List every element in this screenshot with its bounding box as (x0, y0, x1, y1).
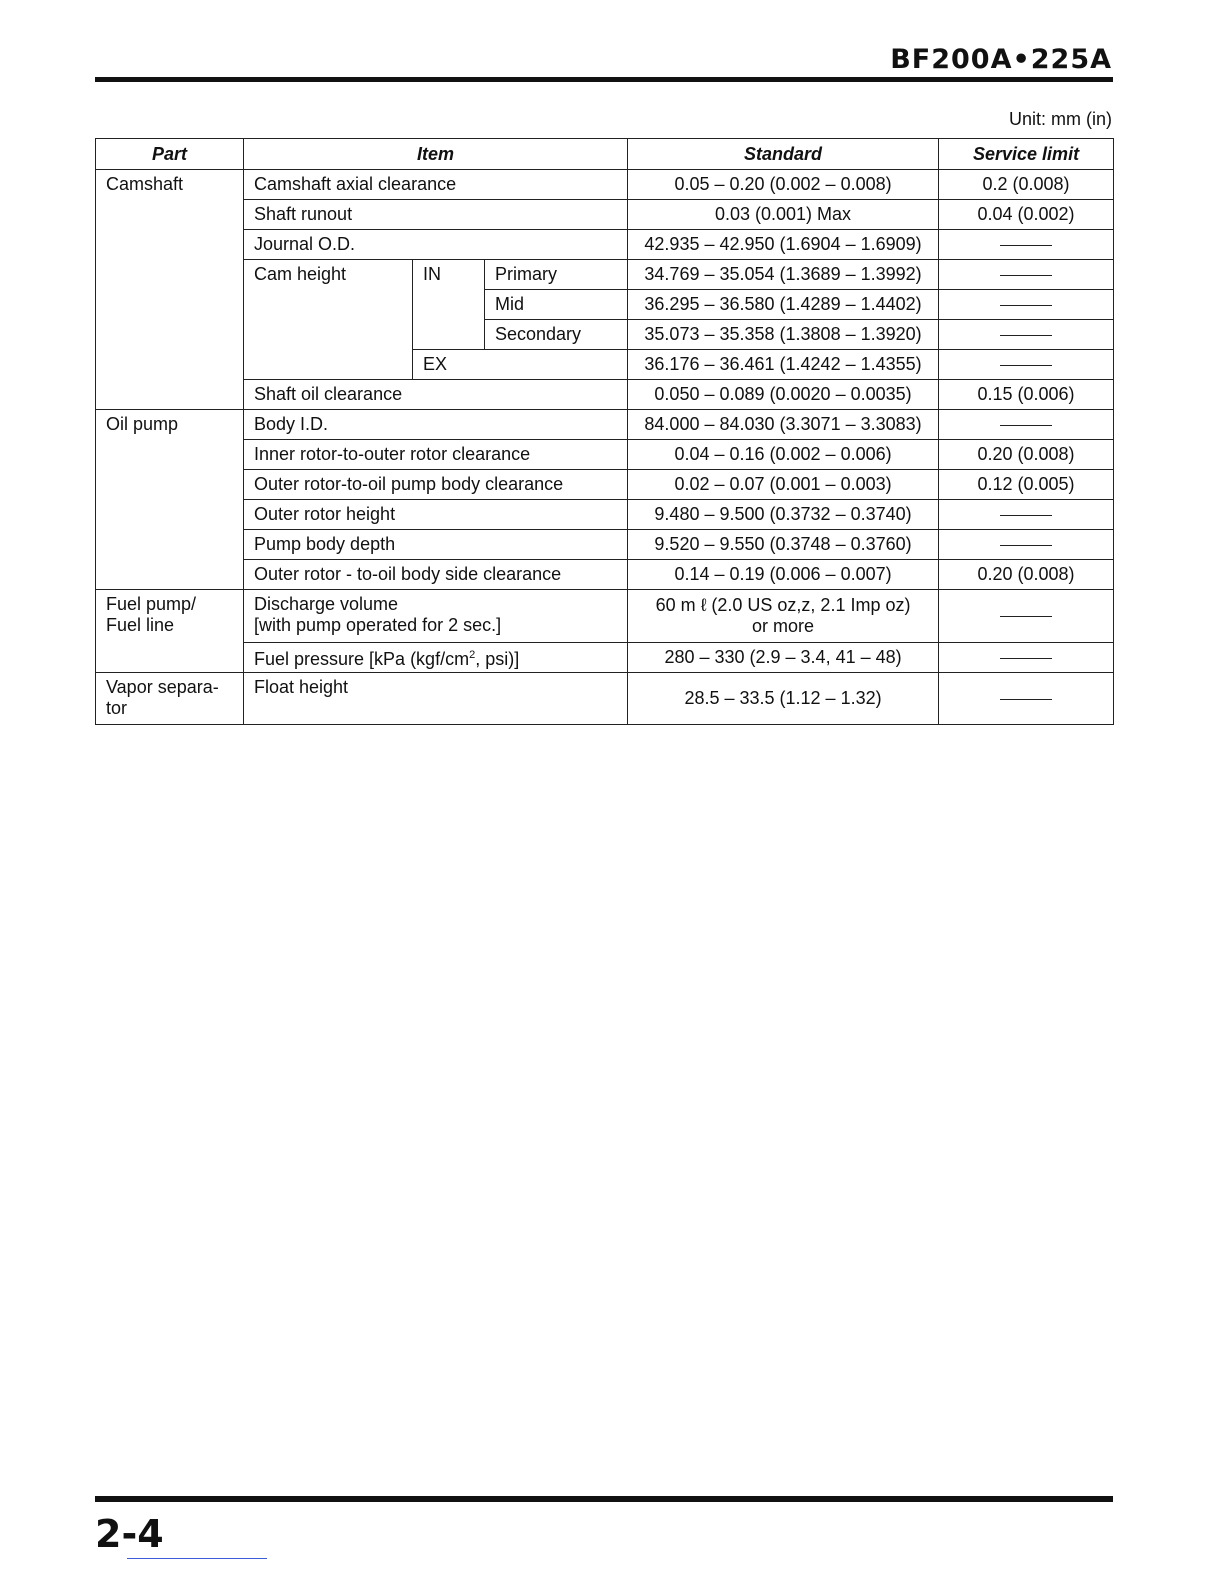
standard-cell: 84.000 – 84.030 (3.3071 – 3.3083) (628, 410, 939, 440)
part-oil-pump: Oil pump (96, 410, 244, 590)
limit-cell: 0.12 (0.005) (939, 470, 1114, 500)
no-limit-dash-icon (1000, 305, 1052, 306)
part-vapor-separator (96, 673, 244, 725)
table-row (96, 260, 1114, 290)
limit-cell (939, 260, 1114, 290)
no-limit-dash-icon (1000, 699, 1052, 700)
column-header-part: Part (96, 139, 244, 170)
item-text: Fuel pressure [kPa (kgf/cm (254, 649, 470, 669)
item-cell: Outer rotor-to-oil pump body clearance (244, 470, 628, 500)
item-line: [with pump operated for 2 sec.] (254, 615, 502, 635)
limit-cell: 0.20 (0.008) (939, 560, 1114, 590)
cam-lobe-mid: Mid (485, 290, 628, 320)
no-limit-dash-icon (1000, 616, 1052, 617)
model-title: BF200A•225A (890, 44, 1112, 75)
part-fuel-pump-line2: Fuel line (106, 615, 175, 635)
standard-cell: 36.295 – 36.580 (1.4289 – 1.4402) (628, 290, 939, 320)
limit-cell: 0.04 (0.002) (939, 200, 1114, 230)
limit-cell: 0.2 (0.008) (939, 170, 1114, 200)
unit-label: Unit: mm (in) (1009, 109, 1112, 129)
footer-rule (95, 1496, 1113, 1502)
no-limit-dash-icon (1000, 275, 1052, 276)
standard-cell: 0.14 – 0.19 (0.006 – 0.007) (628, 560, 939, 590)
limit-cell (939, 410, 1114, 440)
item-cell: Inner rotor-to-outer rotor clearance (244, 440, 628, 470)
standard-cell (628, 590, 939, 643)
table-row (96, 560, 1114, 590)
part-camshaft: Camshaft (96, 170, 244, 410)
part-fuel-pump-line1: Fuel pump/ (106, 594, 197, 614)
standard-cell: 34.769 – 35.054 (1.3689 – 1.3992) (628, 260, 939, 290)
standard-cell: 9.520 – 9.550 (0.3748 – 0.3760) (628, 530, 939, 560)
table-row (96, 380, 1114, 410)
table-row (96, 410, 1114, 440)
cam-lobe-primary: Primary (485, 260, 628, 290)
table-row (96, 200, 1114, 230)
table-row (96, 470, 1114, 500)
no-limit-dash-icon (1000, 365, 1052, 366)
item-cell: Body I.D. (244, 410, 628, 440)
no-limit-dash-icon (1000, 545, 1052, 546)
column-header-standard: Standard (628, 139, 939, 170)
column-header-item: Item (244, 139, 628, 170)
page-number: 2-4 (95, 1512, 164, 1556)
no-limit-dash-icon (1000, 425, 1052, 426)
table-row (96, 440, 1114, 470)
limit-cell (939, 500, 1114, 530)
standard-cell: 9.480 – 9.500 (0.3732 – 0.3740) (628, 500, 939, 530)
standard-cell: 0.02 – 0.07 (0.001 – 0.003) (628, 470, 939, 500)
header-rule (95, 77, 1113, 82)
limit-cell (939, 590, 1114, 643)
item-discharge-volume (244, 590, 628, 643)
table-header-row (96, 139, 1114, 170)
item-cell: Pump body depth (244, 530, 628, 560)
part-vapor-line1: Vapor separa- (106, 677, 219, 697)
standard-cell: 0.03 (0.001) Max (628, 200, 939, 230)
limit-cell (939, 350, 1114, 380)
no-limit-dash-icon (1000, 335, 1052, 336)
table-row (96, 673, 1114, 725)
standard-cell: 35.073 – 35.358 (1.3808 – 1.3920) (628, 320, 939, 350)
cam-height-ex-label: EX (413, 350, 628, 380)
cam-lobe-secondary: Secondary (485, 320, 628, 350)
part-vapor-line2: tor (106, 698, 128, 718)
limit-cell (939, 290, 1114, 320)
table-row (96, 230, 1114, 260)
item-cell: Outer rotor height (244, 500, 628, 530)
limit-cell: 0.15 (0.006) (939, 380, 1114, 410)
cam-height-in-label: IN (413, 260, 485, 350)
standard-line: 60 m ℓ (2.0 US oz,z, 2.1 Imp oz) (655, 595, 911, 615)
table-row (96, 530, 1114, 560)
table-row (96, 500, 1114, 530)
item-float-height: Float height (244, 673, 628, 725)
item-line: Discharge volume (254, 594, 399, 614)
part-fuel-pump (96, 590, 244, 673)
standard-cell: 28.5 – 33.5 (1.12 – 1.32) (628, 673, 939, 725)
standard-line: or more (752, 616, 815, 636)
limit-cell (939, 530, 1114, 560)
standard-cell: 36.176 – 36.461 (1.4242 – 1.4355) (628, 350, 939, 380)
no-limit-dash-icon (1000, 515, 1052, 516)
item-cell: Shaft oil clearance (244, 380, 628, 410)
standard-cell: 280 – 330 (2.9 – 3.4, 41 – 48) (628, 643, 939, 673)
standard-cell: 0.05 – 0.20 (0.002 – 0.008) (628, 170, 939, 200)
item-text: , psi)] (475, 649, 520, 669)
limit-cell (939, 673, 1114, 725)
item-cell: Outer rotor - to-oil body side clearance (244, 560, 628, 590)
table-row (96, 170, 1114, 200)
no-limit-dash-icon (1000, 245, 1052, 246)
standard-cell: 42.935 – 42.950 (1.6904 – 1.6909) (628, 230, 939, 260)
table-row (96, 590, 1114, 643)
item-cell: Camshaft axial clearance (244, 170, 628, 200)
limit-cell (939, 320, 1114, 350)
no-limit-dash-icon (1000, 658, 1052, 659)
limit-cell: 0.20 (0.008) (939, 440, 1114, 470)
table-row (96, 643, 1114, 673)
column-header-service-limit: Service limit (939, 139, 1114, 170)
item-fuel-pressure (244, 643, 628, 673)
limit-cell (939, 230, 1114, 260)
specifications-table (95, 138, 1114, 725)
item-cam-height: Cam height (244, 260, 413, 380)
standard-cell: 0.050 – 0.089 (0.0020 – 0.0035) (628, 380, 939, 410)
footer-link-underline (127, 1558, 267, 1559)
item-cell: Journal O.D. (244, 230, 628, 260)
limit-cell (939, 643, 1114, 673)
item-cell: Shaft runout (244, 200, 628, 230)
item-superscript: 2 (469, 649, 476, 661)
standard-cell: 0.04 – 0.16 (0.002 – 0.006) (628, 440, 939, 470)
